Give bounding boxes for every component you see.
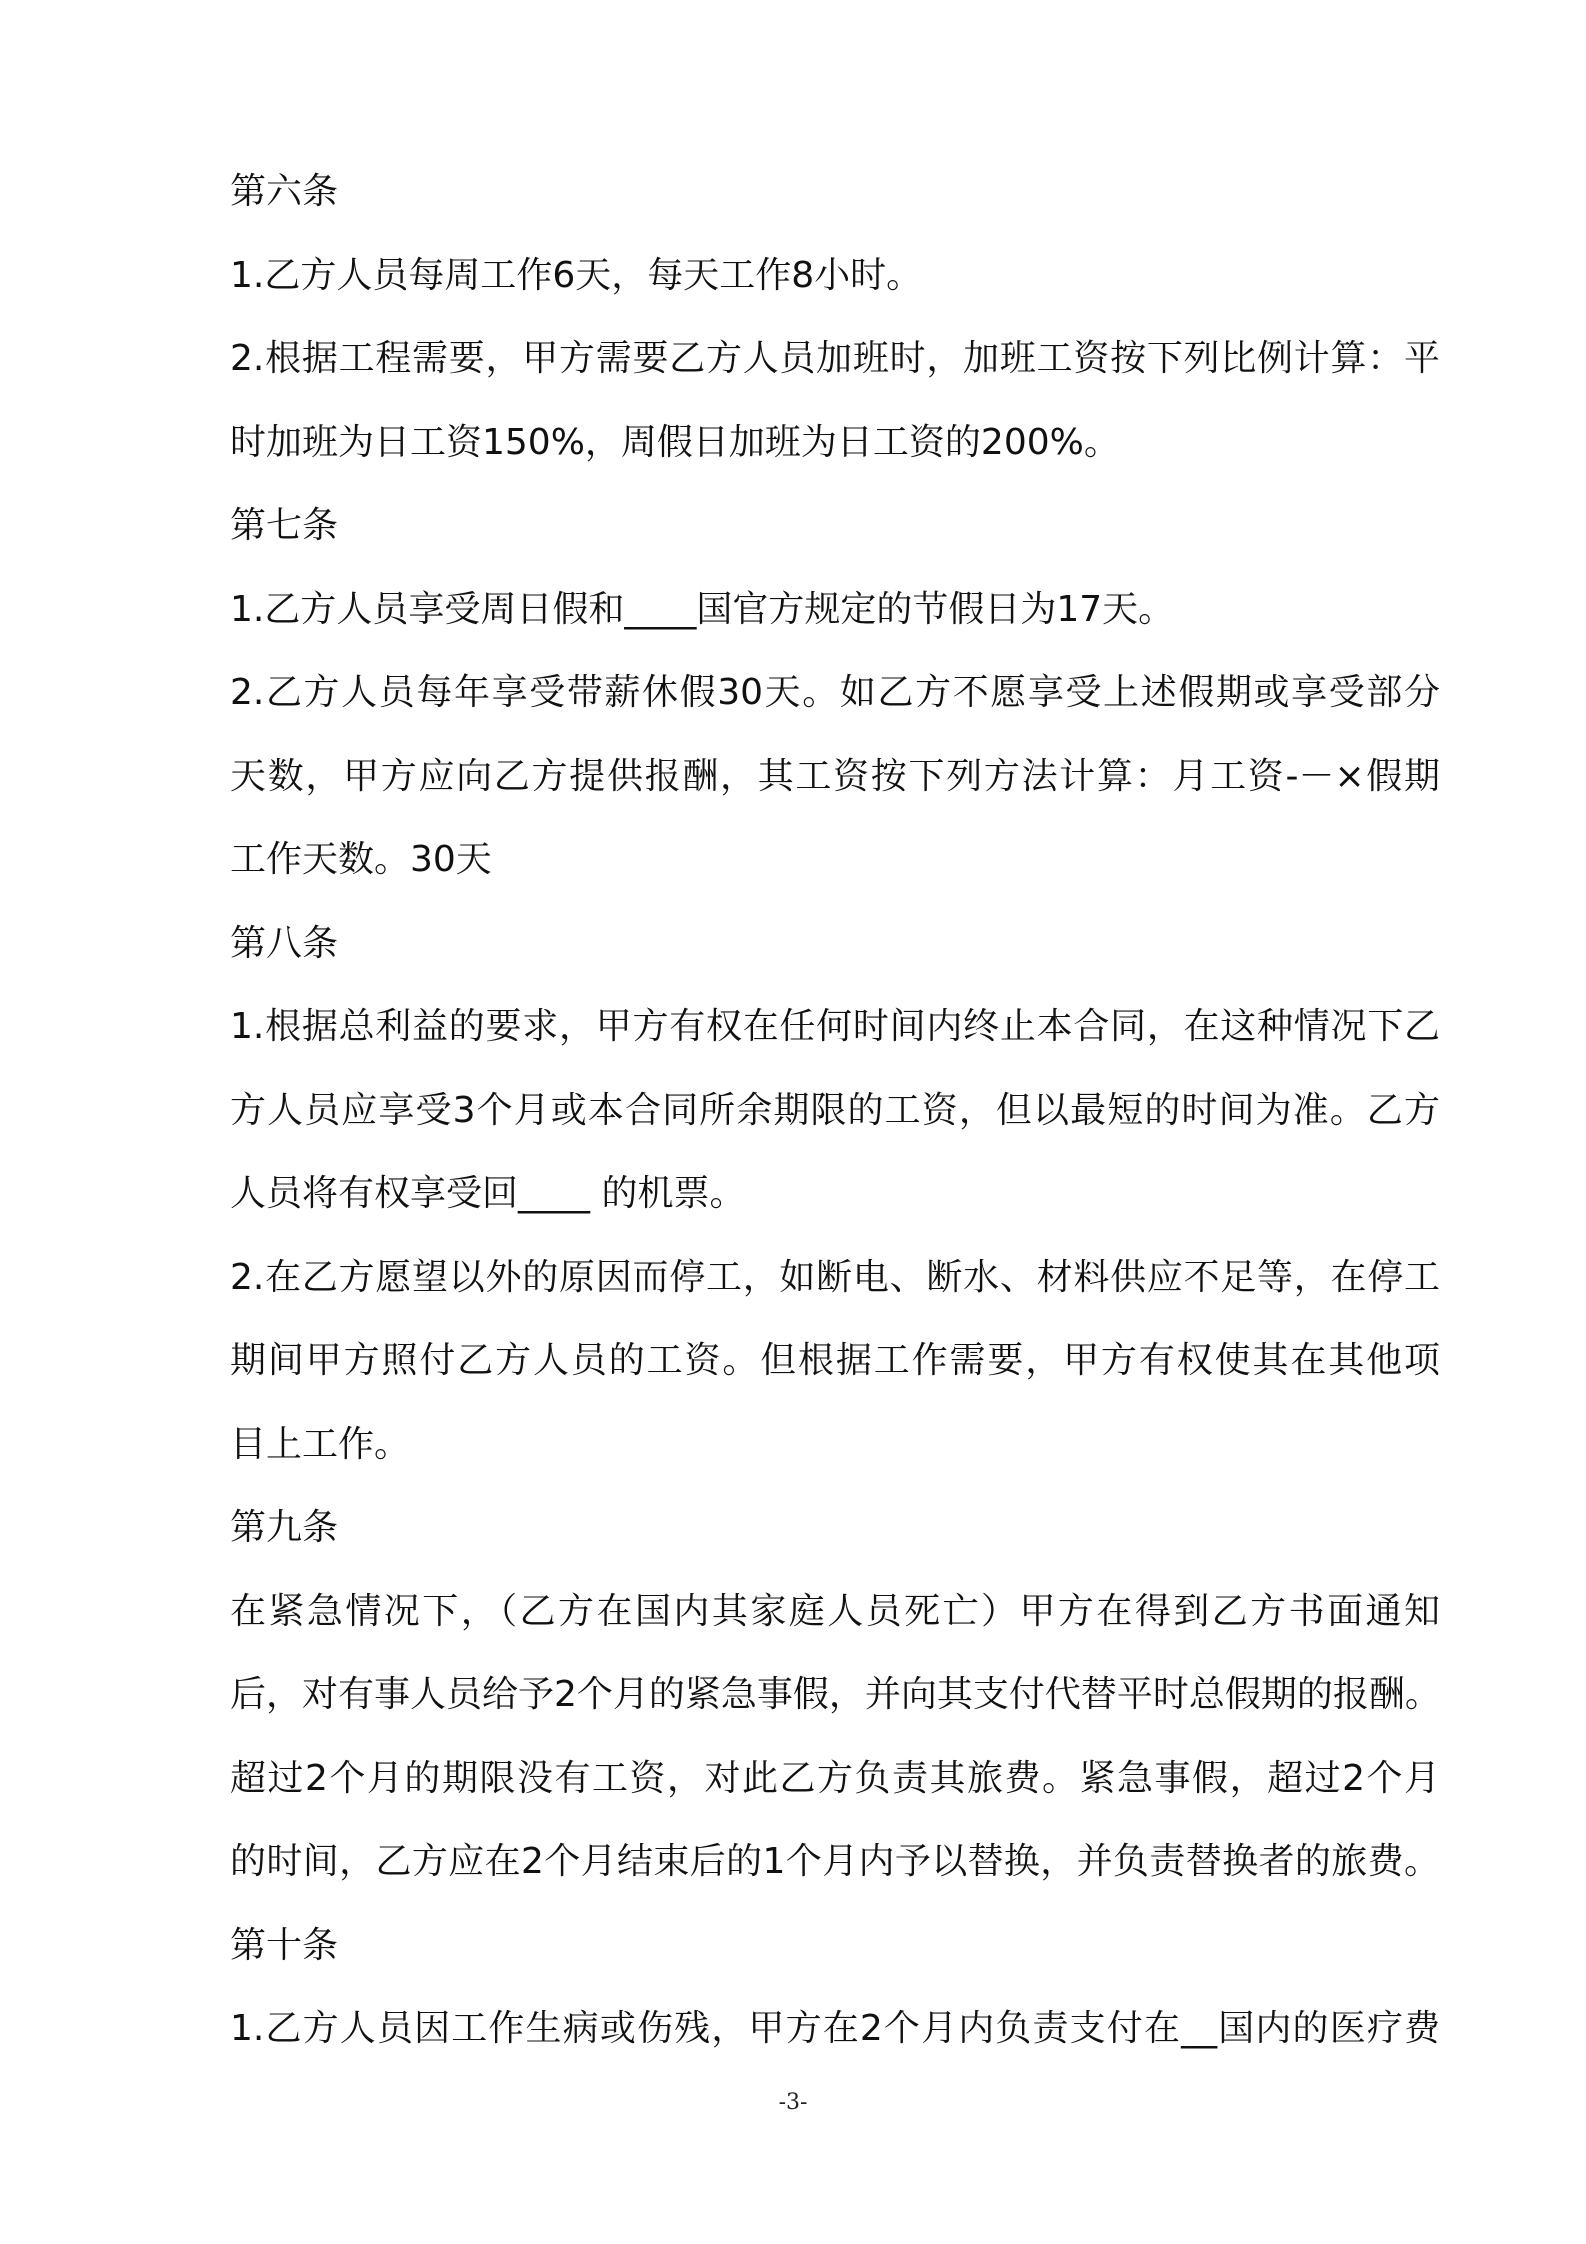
heading-article-9: 第九条 [230,1507,339,1548]
paragraph-line: 超过2个月的期限没有工资，对此乙方负责其旅费。紧急事假，超过2个月 [230,1757,1440,1799]
paragraph-line: 后，对有事人员给予2个月的紧急事假，并向其支付代替平时总假期的报酬。 [230,1674,1441,1715]
paragraph-line: 2.根据工程需要，甲方需要乙方人员加班时，加班工资按下列比例计算：平 [230,338,1440,379]
heading-article-7: 第七条 [230,505,339,546]
paragraph-line: 目上工作。 [230,1423,411,1465]
heading-article-10: 第十条 [230,1924,339,1966]
paragraph-line: 在紧急情况下，（乙方在国内其家庭人员死亡）甲方在得到乙方书面通知 [230,1590,1440,1632]
paragraph-line: 时加班为日工资150%，周假日加班为日工资的200%。 [230,421,1120,463]
paragraph-line: 工作天数。30天 [230,839,492,880]
paragraph-line: 1.乙方人员因工作生病或伤残，甲方在2个月内负责支付在__国内的医疗费 [230,2008,1440,2049]
paragraph-line: 1.根据总利益的要求，甲方有权在任何时间内终止本合同，在这种情况下乙 [230,1006,1440,1047]
paragraph-line: 人员将有权享受回____ 的机票。 [230,1173,746,1214]
paragraph-line: 的时间，乙方应在2个月结束后的1个月内予以替换，并负责替换者的旅费。 [230,1841,1440,1882]
page-number: -3- [778,2090,808,2115]
paragraph-line: 2.在乙方愿望以外的原因而停工，如断电、断水、材料供应不足等，在停工 [230,1256,1440,1298]
paragraph-line: 方人员应享受3个月或本合同所余期限的工资，但以最短的时间为准。乙方 [230,1089,1440,1131]
document-body [230,150,1440,2071]
paragraph-line: 天数，甲方应向乙方提供报酬，其工资按下列方法计算：月工资-－×假期 [230,755,1440,797]
paragraph-line: 1.乙方人员享受周日假和____国官方规定的节假日为17天。 [230,588,1175,630]
heading-article-8: 第八条 [230,922,339,964]
paragraph-line: 期间甲方照付乙方人员的工资。但根据工作需要，甲方有权使其在其他项 [230,1340,1440,1381]
paragraph-line: 1.乙方人员每周工作6天，每天工作8小时。 [230,254,923,296]
paragraph-line: 2.乙方人员每年享受带薪休假30天。如乙方不愿享受上述假期或享受部分 [230,672,1440,713]
heading-article-6: 第六条 [230,171,339,212]
